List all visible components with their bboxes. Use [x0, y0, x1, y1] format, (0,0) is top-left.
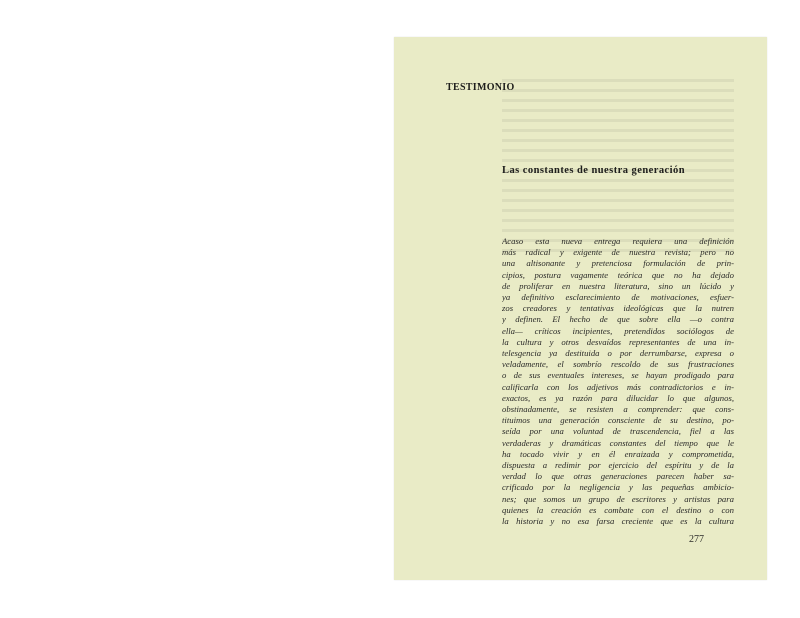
- body-line: dispuesta a redimir por ejercicio del espíritu y de la: [502, 460, 734, 471]
- article-title: Las constantes de nuestra generación: [502, 165, 686, 176]
- body-line: ha tocado vivir y en él enraizada y comprometida,: [502, 448, 734, 459]
- body-line: y definen. El hecho de que sobre ella —o contra: [502, 314, 734, 325]
- body-line: crificado por la negligencia y las pequeñas ambicio-: [502, 482, 734, 493]
- body-line: cipios, postura vagamente teórica que no ha dejado: [502, 269, 734, 280]
- body-line: más radical y exigente de nuestra revista; pero no: [502, 247, 734, 258]
- body-line: o de sus eventuales intereses, se hayan prodigado para: [502, 370, 734, 381]
- page-number: 277: [689, 534, 704, 545]
- body-line: de proliferar en nuestra literatura, sino un lúcido y: [502, 280, 734, 291]
- body-line: seída por una voluntad de trascendencia, fiel a las: [502, 426, 734, 437]
- body-line: nes; que somos un grupo de escritores y artistas para: [502, 493, 734, 504]
- section-label: TESTIMONIO: [446, 82, 515, 93]
- body-line: ya definitivo esclarecimiento de motivaciones, esfuer-: [502, 292, 734, 303]
- body-line: telesgencia ya destituida o por derrumbarse, expresa o: [502, 348, 734, 359]
- body-line: verdad lo que otras generaciones parecen haber sa-: [502, 471, 734, 482]
- body-line: zos creadores y tentativas ideológicas que la nutren: [502, 303, 734, 314]
- body-line: verdaderas y dramáticas constantes del tiempo que le: [502, 437, 734, 448]
- body-line: obstinadamente, se resisten a comprender: que cons-: [502, 404, 734, 415]
- body-line: veladamente, el sombrío rescoldo de sus frustraciones: [502, 359, 734, 370]
- body-line: la cultura y otros desvaídos representantes de una in-: [502, 336, 734, 347]
- body-line: ella— críticos incipientes, pretendidos sociólogos de: [502, 325, 734, 336]
- body-line: tituimos una generación consciente de su destino, po-: [502, 415, 734, 426]
- body-line: una altisonante y pretenciosa formulación de prin-: [502, 258, 734, 269]
- body-line: calificarla con los adjetivos más contradictorios e in-: [502, 381, 734, 392]
- body-line: quienes la creación es combate con el destino o con: [502, 504, 734, 515]
- body-line: la historia y no esa farsa creciente que es la cultura: [502, 516, 734, 527]
- book-page: [394, 37, 767, 580]
- article-body: [502, 236, 734, 527]
- body-line: exactos, es ya razón para dilucidar lo que algunos,: [502, 392, 734, 403]
- body-line: Acaso esta nueva entrega requiera una definición: [502, 236, 734, 246]
